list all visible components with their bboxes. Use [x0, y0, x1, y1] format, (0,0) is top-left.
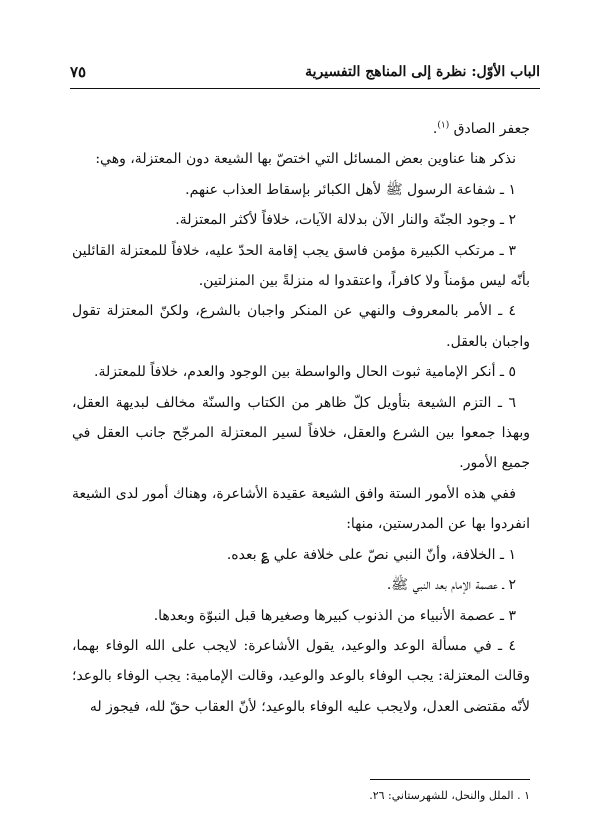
list-item-1: ١ ـ شفاعة الرسول ﷺ لأهل الكبائر بإسقاط العذاب عنهم.: [185, 181, 516, 198]
header-rule: [70, 88, 540, 89]
list-item-b2: ٢ ـ عصمة الإمام بعد النبي ﷺ.: [386, 577, 516, 594]
running-header: [70, 58, 540, 86]
summary-paragraph: ففي هذه الأمور الستة وافق الشيعة عقيدة الأشاعرة، وهناك أمور لدى الشيعة انفردوا بها عن المدرستين، منها:: [72, 485, 530, 533]
intro-paragraph: نذكر هنا عناوين بعض المسائل التي اختصّ بها الشيعة دون المعتزلة، وهي:: [95, 151, 516, 168]
page-number: ٧٥: [70, 63, 87, 81]
list-item-5: ٥ ـ أنكر الإمامية ثبوت الحال والواسطة بين الوجود والعدم، خلافاً للمعتزلة.: [94, 364, 516, 381]
chapter-title: الباب الأوّل: نظرة إلى المناهج التفسيرية: [305, 64, 540, 80]
list-item-4: ٤ ـ الأمر بالمعروف والنهي عن المنكر واجبان بالشرع، ولكنّ المعتزلة تقول واجبان بالعقل.: [72, 303, 530, 350]
footnote-reference: (١): [437, 120, 450, 131]
body-text: [72, 114, 530, 722]
list-item-2: ٢ ـ وجود الجنّة والنار الآن بدلالة الآيات، خلافاً لأكثر المعتزلة.: [175, 212, 516, 229]
list-item-3: ٣ ـ مرتكب الكبيرة مؤمن فاسق يجب إقامة الحدّ عليه، خلافاً للمعتزلة القائلين بأنّه ليس مؤمناً ولا كافراً، واعتقدوا له منزلةً بين المنزلتين.: [72, 242, 530, 290]
list-item-b1: ١ ـ الخلافة، وأنّ النبي نصّ على خلافة علي ؏ بعده.: [226, 546, 516, 563]
list-item-b4: ٤ ـ في مسألة الوعد والوعيد، يقول الأشاعرة: لايجب على الله الوفاء بهما، وقالت المعتزلة: يجب الوفاء بالوعد والوعيد، وقالت الإمامية: يجب الوفاء بالوعد؛ لأنّه مقتضى العدل، ولايجب عليه الوفاء بالوعيد؛ لأنّ العقاب حقّ لله، فيجوز له: [72, 637, 530, 715]
list-item-6: ٦ ـ التزم الشيعة بتأويل كلّ ظاهر من الكتاب والسنّة مخالف لبديهة العقل، وبهذا جمعوا بين الشرع والعقل، خلافاً لسير المعتزلة المرجّح جانب العقل في جميع الأمور.: [72, 394, 530, 472]
paragraph-continuation: جعفر الصادق $^{(١)}$.: [432, 120, 530, 137]
footnote-rule: [370, 779, 530, 780]
footnote: ١ . الملل والنحل، للشهرستاني: ٢٦.: [369, 789, 530, 802]
list-item-b3: ٣ ـ عصمة الأنبياء من الذنوب كبيرها وصغيرها قبل النبوّة وبعدها.: [153, 607, 516, 624]
